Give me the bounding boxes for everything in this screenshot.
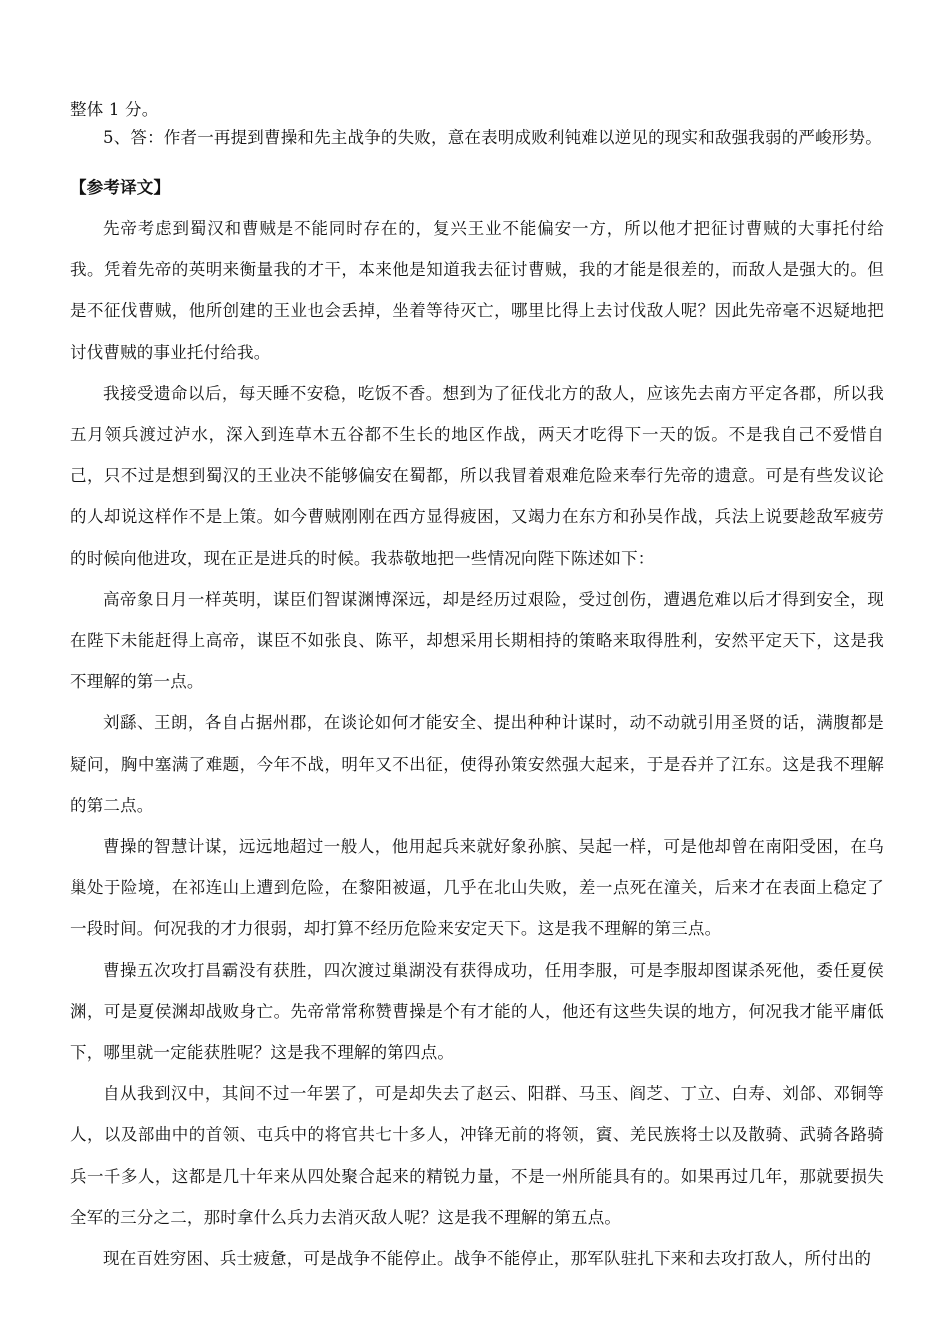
paragraph: 曹操的智慧计谋，远远地超过一般人，他用起兵来就好象孙膑、吴起一样，可是他却曾在南阳受困，在乌巢处于险境，在祁连山上遭到危险，在黎阳被逼，几乎在北山失败，差一点死在潼关，后来才在表面上稳定了一段时间。何况我的才力很弱，却打算不经历危险来安定天下。这是我不理解的第三点。 bbox=[70, 837, 884, 939]
answer-item-5: 5、答：作者一再提到曹操和先主战争的失败，意在表明成败利钝难以逆见的现实和敌强我弱的严峻形势。 bbox=[103, 128, 882, 147]
paragraph: 曹操五次攻打昌霸没有获胜，四次渡过巢湖没有获得成功，任用李服，可是李服却图谋杀死他，委任夏侯渊，可是夏侯渊却战败身亡。先帝常常称赞曹操是个有才能的人，他还有这些失误的地方，何况我才能平庸低下，哪里就一定能获胜呢？这是我不理解的第四点。 bbox=[70, 960, 884, 1063]
translation-body bbox=[70, 208, 884, 1279]
paragraph: 先帝考虑到蜀汉和曹贼是不能同时存在的，复兴王业不能偏安一方，所以他才把征讨曹贼的大事托付给我。凭着先帝的英明来衡量我的才干，本来他是知道我去征讨曹贼，我的才能是很差的，而敌人是强大的。但是不征伐曹贼，他所创建的王业也会丢掉，坐着等待灭亡，哪里比得上去讨伐敌人呢？因此先帝毫不迟疑地把讨伐曹贼的事业托付给我。 bbox=[70, 219, 884, 362]
paragraph: 现在百姓穷困、兵士疲惫，可是战争不能停止。战争不能停止，那军队驻扎下来和去攻打敌人，所付出的 bbox=[103, 1249, 872, 1269]
paragraph: 高帝象日月一样英明，谋臣们智谋渊博深远，却是经历过艰险，受过创伤，遭遇危难以后才得到安全，现在陛下未能赶得上高帝，谋臣不如张良、陈平，却想采用长期相持的策略来取得胜利，安然平定天下，这是我不理解的第一点。 bbox=[70, 589, 884, 692]
answer-tail-line: 整体 1 分。 bbox=[70, 100, 159, 119]
section-title: 【参考译文】 bbox=[70, 178, 171, 197]
paragraph: 刘繇、王朗，各自占据州郡，在谈论如何才能安全、提出种种计谋时，动不动就引用圣贤的话，满腹都是疑问，胸中塞满了难题，今年不战，明年又不出征，使得孙策安然强大起来，于是吞并了江东。这是我不理解的第二点。 bbox=[70, 713, 884, 815]
paragraph: 自从我到汉中，其间不过一年罢了，可是却失去了赵云、阳群、马玉、阎芝、丁立、白寿、刘郃、邓铜等人，以及部曲中的首领、屯兵中的将官共七十多人，冲锋无前的将领，賨、羌民族将士以及散骑、武骑各路骑兵一千多人，这都是几十年来从四处聚合起来的精锐力量，不是一州所能具有的。如果再过几年，那就要损失全军的三分之二，那时拿什么兵力去消灭敌人呢？这是我不理解的第五点。 bbox=[70, 1084, 884, 1227]
answer-section bbox=[70, 96, 884, 152]
paragraph: 我接受遗命以后，每天睡不安稳，吃饭不香。想到为了征伐北方的敌人，应该先去南方平定各郡，所以我五月领兵渡过泸水，深入到连草木五谷都不生长的地区作战，两天才吃得下一天的饭。不是我自己不爱惜自己，只不过是想到蜀汉的王业决不能够偏安在蜀都，所以我冒着艰难危险来奉行先帝的遗意。可是有些发议论的人却说这样作不是上策。如今曹贼刚刚在西方显得疲困，又竭力在东方和孙吴作战，兵法上说要趁敌军疲劳的时候向他进攻，现在正是进兵的时候。我恭敬地把一些情况向陛下陈述如下： bbox=[70, 383, 884, 568]
